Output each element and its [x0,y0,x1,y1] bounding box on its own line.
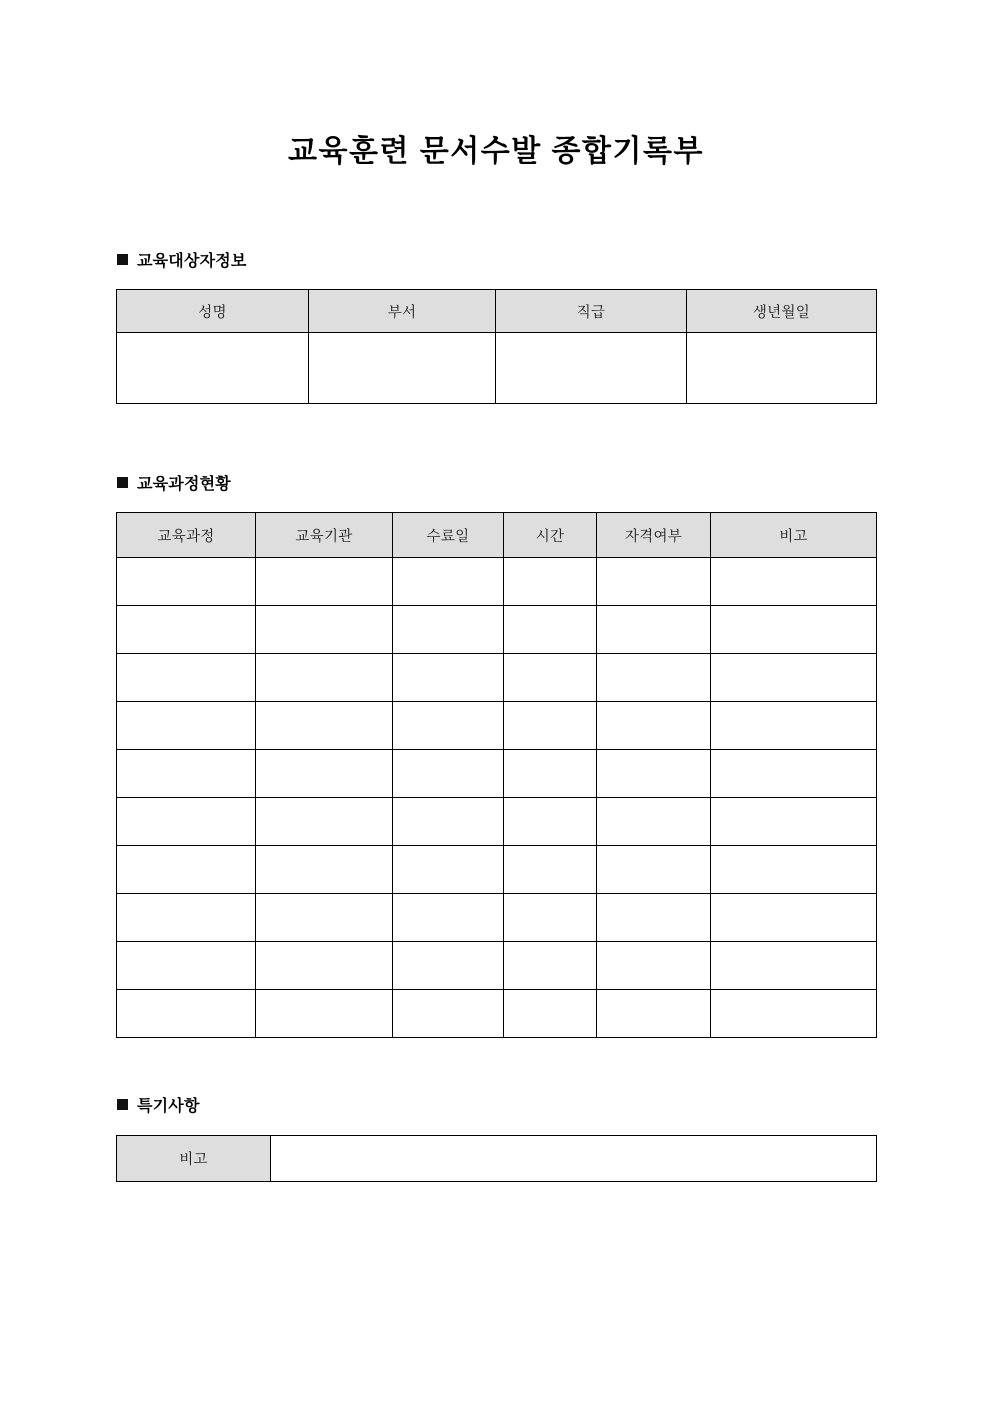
table-target-info [116,289,877,404]
cell-certification[interactable] [597,990,711,1038]
section-heading-label: 교육대상자정보 [137,253,247,270]
section-heading-label: 교육과정현황 [137,476,231,493]
cell-hours[interactable] [504,894,597,942]
cell-remarks[interactable] [711,654,877,702]
cell-certification[interactable] [597,558,711,606]
cell-remarks[interactable] [711,894,877,942]
section-heading-course-status [117,474,231,496]
cell-remarks[interactable] [711,942,877,990]
column-header-certification: 자격여부 [597,513,711,558]
table-row [117,558,877,606]
cell-institution[interactable] [256,798,393,846]
cell-institution[interactable] [256,846,393,894]
table-row [117,846,877,894]
cell-completion-date[interactable] [393,702,504,750]
cell-hours[interactable] [504,654,597,702]
row-header-remarks: 비고 [117,1136,271,1182]
cell-name[interactable] [117,333,309,404]
column-header-completion-date: 수료일 [393,513,504,558]
table-row [117,990,877,1038]
cell-hours[interactable] [504,846,597,894]
section-heading-label: 특기사항 [137,1098,200,1115]
cell-certification[interactable] [597,750,711,798]
filled-square-icon [117,254,128,265]
cell-institution[interactable] [256,702,393,750]
cell-course[interactable] [117,750,256,798]
cell-course[interactable] [117,846,256,894]
cell-institution[interactable] [256,606,393,654]
table-remarks [116,1135,877,1182]
cell-hours[interactable] [504,990,597,1038]
column-header-remarks: 비고 [711,513,877,558]
filled-square-icon [117,477,128,488]
column-header-birthdate: 생년월일 [687,290,877,333]
cell-completion-date[interactable] [393,894,504,942]
cell-completion-date[interactable] [393,990,504,1038]
table-row [117,798,877,846]
cell-hours[interactable] [504,606,597,654]
cell-remarks[interactable] [711,750,877,798]
table-header-row [117,290,877,333]
cell-hours[interactable] [504,942,597,990]
cell-institution[interactable] [256,894,393,942]
cell-course[interactable] [117,702,256,750]
cell-institution[interactable] [256,654,393,702]
cell-course[interactable] [117,606,256,654]
cell-remarks-value[interactable] [271,1136,877,1182]
cell-certification[interactable] [597,894,711,942]
cell-completion-date[interactable] [393,798,504,846]
cell-institution[interactable] [256,558,393,606]
cell-certification[interactable] [597,654,711,702]
table-row [117,1136,877,1182]
table-row [117,333,877,404]
table-course-status [116,512,877,1038]
cell-hours[interactable] [504,798,597,846]
cell-hours[interactable] [504,702,597,750]
section-heading-remarks [117,1096,200,1118]
cell-certification[interactable] [597,942,711,990]
cell-course[interactable] [117,798,256,846]
column-header-department: 부서 [309,290,496,333]
cell-hours[interactable] [504,558,597,606]
cell-institution[interactable] [256,942,393,990]
cell-remarks[interactable] [711,606,877,654]
column-header-position: 직급 [496,290,687,333]
cell-certification[interactable] [597,798,711,846]
cell-completion-date[interactable] [393,846,504,894]
cell-institution[interactable] [256,750,393,798]
cell-remarks[interactable] [711,798,877,846]
cell-certification[interactable] [597,702,711,750]
table-row [117,606,877,654]
cell-position[interactable] [496,333,687,404]
column-header-name: 성명 [117,290,309,333]
cell-course[interactable] [117,654,256,702]
cell-remarks[interactable] [711,846,877,894]
cell-birthdate[interactable] [687,333,877,404]
filled-square-icon [117,1099,128,1110]
cell-hours[interactable] [504,750,597,798]
cell-course[interactable] [117,894,256,942]
table-row [117,654,877,702]
column-header-hours: 시간 [504,513,597,558]
cell-completion-date[interactable] [393,750,504,798]
table-row [117,942,877,990]
cell-course[interactable] [117,558,256,606]
page-title: 교육훈련 문서수발 종합기록부 [288,135,704,168]
column-header-course: 교육과정 [117,513,256,558]
section-heading-target-info [117,251,247,273]
cell-completion-date[interactable] [393,654,504,702]
table-row [117,894,877,942]
table-header-row [117,513,877,558]
table-row [117,750,877,798]
cell-institution[interactable] [256,990,393,1038]
cell-remarks[interactable] [711,558,877,606]
table-row [117,702,877,750]
cell-completion-date[interactable] [393,942,504,990]
cell-certification[interactable] [597,846,711,894]
cell-remarks[interactable] [711,702,877,750]
cell-course[interactable] [117,990,256,1038]
cell-remarks[interactable] [711,990,877,1038]
cell-completion-date[interactable] [393,558,504,606]
cell-certification[interactable] [597,606,711,654]
cell-completion-date[interactable] [393,606,504,654]
cell-course[interactable] [117,942,256,990]
column-header-institution: 교육기관 [256,513,393,558]
cell-department[interactable] [309,333,496,404]
